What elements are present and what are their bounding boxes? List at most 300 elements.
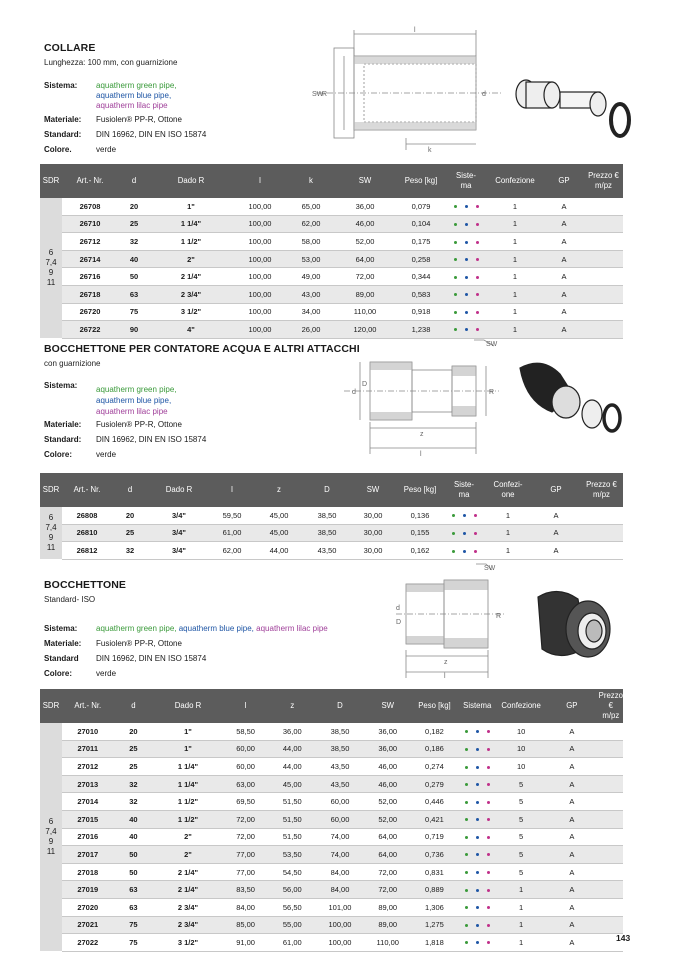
col-header: SDR	[40, 164, 62, 198]
gp-cell: A	[544, 303, 584, 321]
system-dots	[457, 723, 497, 740]
z-cell: 44,00	[268, 740, 316, 758]
art-nr-cell: 27018	[62, 863, 114, 881]
gp-cell: A	[544, 250, 584, 268]
green-dot-icon	[465, 766, 468, 769]
d-cell: 20	[118, 198, 150, 215]
d-cell: 50	[118, 268, 150, 286]
dado-cell: 1 1/2"	[150, 233, 232, 251]
D-cell: 43,50	[304, 542, 350, 560]
table-row	[40, 881, 623, 899]
table-row	[40, 740, 623, 758]
spec-label: Sistema:	[44, 624, 78, 633]
system-dots	[446, 233, 486, 251]
weight-cell: 0,719	[412, 828, 458, 846]
system-dots	[457, 916, 497, 934]
blue-dot-icon	[476, 906, 479, 909]
z-cell: 45,00	[268, 775, 316, 793]
table-row	[40, 898, 623, 916]
blue-dot-icon	[476, 871, 479, 874]
table-header-row	[40, 164, 623, 198]
col-header: Art.- Nr.	[62, 473, 112, 507]
sdr-value: 6	[48, 513, 54, 523]
k-cell: 65,00	[288, 198, 334, 215]
system-dots	[457, 846, 497, 864]
sdr-value: 9	[48, 533, 54, 543]
spec-label: Sistema:	[44, 381, 78, 390]
dado-cell: 2 3/4"	[150, 285, 232, 303]
col-header: SW	[334, 164, 396, 198]
l-cell: 100,00	[232, 303, 288, 321]
colore-value: verde	[96, 450, 117, 459]
z-cell: 61,00	[268, 934, 316, 952]
blue-dot-icon	[476, 783, 479, 786]
spec-block	[44, 81, 206, 156]
l-cell: 85,00	[223, 916, 269, 934]
sistema-blue: aquatherm blue pipe,	[178, 624, 254, 633]
collare-product-photo	[508, 72, 638, 140]
l-cell: 60,00	[223, 758, 269, 776]
art-nr-cell: 27017	[62, 846, 114, 864]
system-dots	[446, 285, 486, 303]
system-dots	[457, 828, 497, 846]
sw-cell: 52,00	[334, 233, 396, 251]
green-dot-icon	[452, 532, 455, 535]
d-cell: 25	[114, 758, 154, 776]
col-header: Prezzo € m/pz	[599, 689, 623, 723]
d-cell: 75	[114, 916, 154, 934]
lilac-dot-icon	[476, 293, 479, 296]
spec-label: Standard	[44, 654, 79, 663]
table-row	[40, 507, 623, 524]
price-cell	[580, 507, 623, 524]
D-cell: 74,00	[316, 846, 364, 864]
price-cell	[584, 250, 623, 268]
col-header: Dado R	[150, 164, 232, 198]
art-nr-cell: 26722	[62, 321, 118, 339]
weight-cell: 0,918	[396, 303, 446, 321]
weight-cell: 0,279	[412, 775, 458, 793]
spec-label: Materiale:	[44, 639, 82, 648]
dim-label-sw: SW	[484, 565, 496, 572]
table-row	[40, 916, 623, 934]
dim-label-k: k	[428, 147, 432, 154]
D-cell: 38,50	[304, 524, 350, 542]
art-nr-cell: 26708	[62, 198, 118, 215]
system-dots	[444, 524, 484, 542]
pack-cell: 1	[486, 250, 544, 268]
bocchettone-technical-drawing	[392, 560, 510, 680]
lilac-dot-icon	[487, 906, 490, 909]
system-dots	[446, 268, 486, 286]
D-cell: 60,00	[316, 810, 364, 828]
green-dot-icon	[454, 223, 457, 226]
art-nr-cell: 27020	[62, 898, 114, 916]
price-cell	[580, 542, 623, 560]
spec-label: Standard:	[44, 130, 82, 139]
collare-table	[40, 164, 623, 339]
col-header: l	[210, 473, 254, 507]
system-dots	[444, 542, 484, 560]
sw-cell: 72,00	[334, 268, 396, 286]
pack-cell: 1	[486, 198, 544, 215]
sdr-value: 11	[46, 847, 56, 857]
art-nr-cell: 27011	[62, 740, 114, 758]
lilac-dot-icon	[474, 514, 477, 517]
dado-cell: 1 1/4"	[153, 775, 222, 793]
lilac-dot-icon	[487, 783, 490, 786]
z-cell: 56,50	[268, 898, 316, 916]
blue-dot-icon	[465, 241, 468, 244]
green-dot-icon	[454, 205, 457, 208]
dado-cell: 2 1/4"	[153, 881, 222, 899]
D-cell: 60,00	[316, 793, 364, 811]
lilac-dot-icon	[476, 241, 479, 244]
weight-cell: 1,818	[412, 934, 458, 952]
sw-cell: 110,00	[364, 934, 412, 952]
sw-cell: 89,00	[364, 916, 412, 934]
lilac-dot-icon	[487, 853, 490, 856]
pack-cell: 1	[486, 215, 544, 233]
col-header: l	[232, 164, 288, 198]
lilac-dot-icon	[487, 748, 490, 751]
k-cell: 49,00	[288, 268, 334, 286]
d-cell: 63	[114, 881, 154, 899]
col-header: Dado R	[153, 689, 222, 723]
pack-cell: 10	[497, 758, 545, 776]
sdr-value: 6	[48, 248, 54, 258]
gp-cell: A	[545, 793, 599, 811]
spec-label: Materiale:	[44, 420, 82, 429]
weight-cell: 0,583	[396, 285, 446, 303]
standard-value: DIN 16962, DIN EN ISO 15874	[96, 654, 207, 663]
k-cell: 58,00	[288, 233, 334, 251]
col-header: SDR	[40, 473, 62, 507]
sistema-green: aquatherm green pipe,	[96, 624, 177, 633]
colore-value: verde	[96, 669, 117, 678]
lilac-dot-icon	[476, 328, 479, 331]
sw-cell: 46,00	[364, 775, 412, 793]
col-header: d	[118, 164, 150, 198]
pack-cell: 5	[497, 863, 545, 881]
sw-cell: 89,00	[334, 285, 396, 303]
price-cell	[599, 758, 623, 776]
green-dot-icon	[465, 941, 468, 944]
gp-cell: A	[545, 846, 599, 864]
dado-cell: 3/4"	[148, 524, 210, 542]
green-dot-icon	[465, 906, 468, 909]
k-cell: 53,00	[288, 250, 334, 268]
gp-cell: A	[545, 916, 599, 934]
blue-dot-icon	[476, 941, 479, 944]
weight-cell: 0,736	[412, 846, 458, 864]
l-cell: 77,00	[223, 863, 269, 881]
blue-dot-icon	[463, 514, 466, 517]
d-cell: 40	[118, 250, 150, 268]
price-cell	[584, 215, 623, 233]
art-nr-cell: 26720	[62, 303, 118, 321]
table-row	[40, 303, 623, 321]
dado-cell: 1 1/4"	[150, 215, 232, 233]
table-header-row	[40, 689, 623, 723]
price-cell	[584, 303, 623, 321]
D-cell: 38,50	[316, 740, 364, 758]
table-row	[40, 321, 623, 339]
col-header: d	[112, 473, 148, 507]
dim-label-d: d	[352, 389, 356, 396]
blue-dot-icon	[476, 924, 479, 927]
col-header: Sistema	[457, 689, 497, 723]
materiale-value: Fusiolen® PP-R, Ottone	[96, 115, 182, 124]
green-dot-icon	[465, 818, 468, 821]
pack-cell: 1	[484, 542, 532, 560]
pack-cell: 1	[486, 233, 544, 251]
table-row	[40, 758, 623, 776]
materiale-value: Fusiolen® PP-R, Ottone	[96, 420, 182, 429]
z-cell: 51,50	[268, 793, 316, 811]
z-cell: 44,00	[268, 758, 316, 776]
system-dots	[444, 507, 484, 524]
dado-cell: 2 1/4"	[150, 268, 232, 286]
lilac-dot-icon	[474, 532, 477, 535]
contatore-technical-drawing	[334, 336, 506, 460]
gp-cell: A	[544, 321, 584, 339]
pack-cell: 1	[486, 268, 544, 286]
art-nr-cell: 27016	[62, 828, 114, 846]
weight-cell: 0,162	[396, 542, 444, 560]
system-dots	[457, 775, 497, 793]
lilac-dot-icon	[476, 258, 479, 261]
gp-cell: A	[545, 758, 599, 776]
weight-cell: 0,889	[412, 881, 458, 899]
col-header: GP	[545, 689, 599, 723]
col-header: Confezione	[497, 689, 545, 723]
pack-cell: 1	[484, 507, 532, 524]
green-dot-icon	[465, 801, 468, 804]
weight-cell: 0,258	[396, 250, 446, 268]
dado-cell: 2 3/4"	[153, 898, 222, 916]
materiale-value: Fusiolen® PP-R, Ottone	[96, 639, 182, 648]
art-nr-cell: 27021	[62, 916, 114, 934]
art-nr-cell: 26710	[62, 215, 118, 233]
gp-cell: A	[545, 863, 599, 881]
bocchettone-product-photo	[532, 583, 622, 671]
price-cell	[599, 810, 623, 828]
col-header: Confezi- one	[484, 473, 532, 507]
dim-label-D: D	[362, 381, 368, 388]
sw-cell: 36,00	[364, 740, 412, 758]
dim-label-l: l	[444, 673, 446, 680]
col-header: z	[254, 473, 304, 507]
weight-cell: 0,079	[396, 198, 446, 215]
spec-label: Colore.	[44, 145, 72, 154]
d-cell: 25	[114, 740, 154, 758]
dado-cell: 1 1/2"	[153, 810, 222, 828]
price-cell	[599, 916, 623, 934]
green-dot-icon	[452, 514, 455, 517]
blue-dot-icon	[465, 293, 468, 296]
contatore-product-photo	[512, 356, 624, 438]
gp-cell: A	[545, 723, 599, 740]
price-cell	[599, 863, 623, 881]
lilac-dot-icon	[487, 801, 490, 804]
z-cell: 45,00	[254, 507, 304, 524]
lilac-dot-icon	[487, 871, 490, 874]
pack-cell: 1	[497, 898, 545, 916]
lilac-dot-icon	[487, 766, 490, 769]
k-cell: 62,00	[288, 215, 334, 233]
weight-cell: 0,136	[396, 507, 444, 524]
standard-value: DIN 16962, DIN EN ISO 15874	[96, 435, 207, 444]
table-row	[40, 198, 623, 215]
z-cell: 36,00	[268, 723, 316, 740]
d-cell: 25	[118, 215, 150, 233]
D-cell: 38,50	[316, 723, 364, 740]
standard-value: DIN 16962, DIN EN ISO 15874	[96, 130, 207, 139]
table-header-row	[40, 473, 623, 507]
price-cell	[599, 793, 623, 811]
table-row	[40, 285, 623, 303]
dado-cell: 2"	[150, 250, 232, 268]
d-cell: 90	[118, 321, 150, 339]
weight-cell: 0,182	[412, 723, 458, 740]
blue-dot-icon	[465, 223, 468, 226]
d-cell: 20	[112, 507, 148, 524]
col-header: Peso [kg]	[412, 689, 458, 723]
gp-cell: A	[545, 881, 599, 899]
sw-cell: 30,00	[350, 507, 396, 524]
green-dot-icon	[465, 924, 468, 927]
col-header: Siste- ma	[444, 473, 484, 507]
d-cell: 40	[114, 810, 154, 828]
pack-cell: 10	[497, 740, 545, 758]
col-header: SW	[350, 473, 396, 507]
d-cell: 75	[114, 934, 154, 952]
dim-label-r: R	[496, 613, 502, 620]
l-cell: 83,50	[223, 881, 269, 899]
dado-cell: 2"	[153, 846, 222, 864]
z-cell: 51,50	[268, 810, 316, 828]
blue-dot-icon	[463, 550, 466, 553]
sdr-value: 9	[48, 268, 54, 278]
l-cell: 61,00	[210, 524, 254, 542]
sistema-blue: aquatherm blue pipe,	[96, 91, 172, 100]
col-header: GP	[532, 473, 580, 507]
table-row	[40, 233, 623, 251]
col-header: k	[288, 164, 334, 198]
lilac-dot-icon	[476, 276, 479, 279]
gp-cell: A	[545, 934, 599, 952]
l-cell: 91,00	[223, 934, 269, 952]
collare-technical-drawing	[306, 26, 506, 154]
weight-cell: 0,831	[412, 863, 458, 881]
price-cell	[584, 285, 623, 303]
table-row	[40, 723, 623, 740]
col-header: z	[268, 689, 316, 723]
l-cell: 100,00	[232, 285, 288, 303]
art-nr-cell: 26812	[62, 542, 112, 560]
z-cell: 51,50	[268, 828, 316, 846]
blue-dot-icon	[463, 532, 466, 535]
gp-cell: A	[544, 268, 584, 286]
section-subtitle: Standard- ISO	[44, 595, 96, 604]
pack-cell: 1	[486, 321, 544, 339]
weight-cell: 0,104	[396, 215, 446, 233]
col-header: Prezzo € m/pz	[584, 164, 623, 198]
section-subtitle: Lunghezza: 100 mm, con guarnizione	[44, 58, 178, 67]
d-cell: 63	[118, 285, 150, 303]
sw-cell: 64,00	[364, 846, 412, 864]
green-dot-icon	[454, 241, 457, 244]
l-cell: 84,00	[223, 898, 269, 916]
k-cell: 26,00	[288, 321, 334, 339]
spec-block	[44, 623, 328, 680]
table-row	[40, 250, 623, 268]
lilac-dot-icon	[487, 889, 490, 892]
green-dot-icon	[454, 293, 457, 296]
section-title-bocchettone-contatore: BOCCHETTONE PER CONTATORE ACQUA E ALTRI ATTACCHI	[44, 343, 360, 355]
lilac-dot-icon	[476, 223, 479, 226]
weight-cell: 0,155	[396, 524, 444, 542]
art-nr-cell: 27019	[62, 881, 114, 899]
sw-cell: 110,00	[334, 303, 396, 321]
dim-label-sw: SW	[312, 91, 324, 98]
green-dot-icon	[452, 550, 455, 553]
dim-label-r: R	[489, 389, 495, 396]
sdr-cell	[40, 198, 62, 338]
sw-cell: 36,00	[334, 198, 396, 215]
art-nr-cell: 26718	[62, 285, 118, 303]
sw-cell: 52,00	[364, 810, 412, 828]
green-dot-icon	[465, 730, 468, 733]
section-subtitle: con guarnizione	[44, 359, 101, 368]
table-row	[40, 934, 623, 952]
price-cell	[599, 898, 623, 916]
pack-cell: 1	[497, 934, 545, 952]
lilac-dot-icon	[487, 730, 490, 733]
blue-dot-icon	[465, 205, 468, 208]
sw-cell: 64,00	[364, 828, 412, 846]
gp-cell: A	[544, 285, 584, 303]
colore-value: verde	[96, 145, 117, 154]
d-cell: 40	[114, 828, 154, 846]
col-header: SDR	[40, 689, 62, 723]
weight-cell: 0,175	[396, 233, 446, 251]
pack-cell: 10	[497, 723, 545, 740]
spec-block	[44, 380, 206, 461]
d-cell: 50	[114, 846, 154, 864]
green-dot-icon	[454, 328, 457, 331]
col-header: D	[316, 689, 364, 723]
gp-cell: A	[544, 215, 584, 233]
sw-cell: 89,00	[364, 898, 412, 916]
sw-cell: 52,00	[364, 793, 412, 811]
dim-label-d: d	[396, 605, 400, 612]
price-cell	[599, 881, 623, 899]
price-cell	[584, 198, 623, 215]
blue-dot-icon	[465, 311, 468, 314]
blue-dot-icon	[476, 889, 479, 892]
blue-dot-icon	[465, 258, 468, 261]
table-row	[40, 524, 623, 542]
page-number: 143	[616, 933, 631, 943]
col-header: l	[223, 689, 269, 723]
gp-cell: A	[544, 233, 584, 251]
table-row	[40, 863, 623, 881]
l-cell: 63,00	[223, 775, 269, 793]
green-dot-icon	[465, 889, 468, 892]
weight-cell: 0,274	[412, 758, 458, 776]
